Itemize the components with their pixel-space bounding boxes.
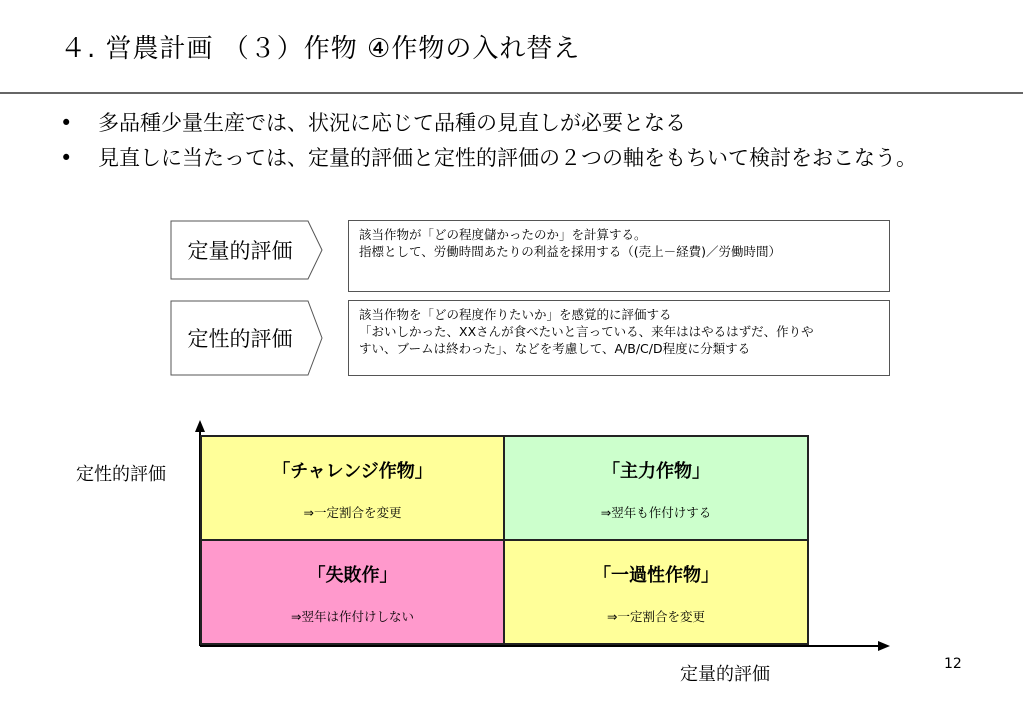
quadrant-title: 「主力作物」 — [602, 461, 710, 482]
x-axis-arrowhead — [878, 641, 890, 651]
quadrant-title: 「チャレンジ作物」 — [272, 461, 433, 482]
bullet-text: 見直しに当たっては、定量的評価と定性的評価の２つの軸をもちいて検討をおこなう。 — [98, 146, 917, 170]
slide-title: ４. 営農計画 （３）作物 ④作物の入れ替え — [60, 34, 581, 64]
quantitative-description — [348, 220, 890, 292]
y-axis-label: 定性的評価 — [76, 464, 166, 485]
quadrant-action: ⇒一定割合を変更 — [303, 505, 402, 520]
description-line: 「おいしかった、XXさんが食べたいと言っている、来年ははやるはずだ、作りや — [359, 324, 814, 339]
bullet-list — [60, 108, 990, 178]
y-axis-arrowhead — [195, 420, 205, 432]
quadrant-action: ⇒一定割合を変更 — [607, 609, 705, 624]
description-line: 該当作物が「どの程度儲かったのか」を計算する。 — [359, 227, 647, 242]
quadrant-challenge — [200, 435, 505, 541]
page-number: 12 — [944, 656, 962, 672]
bullet-item — [60, 108, 990, 138]
description-line: すい、ブームは終わった」、などを考慮して、A/B/C/D程度に分類する — [359, 341, 751, 356]
quadrant-transient-crop — [503, 539, 809, 645]
title-divider — [0, 92, 1023, 94]
description-line: 該当作物を「どの程度作りたいか」を感覚的に評価する — [359, 307, 672, 322]
quadrant-title: 「失敗作」 — [307, 565, 398, 586]
bullet-symbol: • — [60, 111, 73, 135]
quadrant-action: ⇒翌年は作付けしない — [291, 609, 414, 624]
qualitative-label-arrow — [170, 300, 320, 360]
bullet-text: 多品種少量生産では、状況に応じて品種の見直しが必要となる — [98, 111, 686, 135]
quadrant-title: 「一過性作物」 — [593, 565, 719, 586]
bullet-item — [60, 143, 990, 173]
quadrant-failure — [200, 539, 505, 645]
description-line: 指標として、労働時間あたりの利益を採用する（(売上－経費)／労働時間） — [359, 244, 782, 259]
qualitative-label: 定性的評価 — [187, 327, 293, 351]
x-axis-label: 定量的評価 — [680, 664, 770, 685]
quantitative-label: 定量的評価 — [187, 239, 293, 263]
bullet-symbol: • — [60, 146, 73, 170]
quadrant-action: ⇒翌年も作付けする — [600, 505, 712, 520]
quantitative-label-arrow — [170, 220, 320, 280]
quadrant-main-crop — [503, 435, 809, 541]
qualitative-description — [348, 300, 890, 376]
